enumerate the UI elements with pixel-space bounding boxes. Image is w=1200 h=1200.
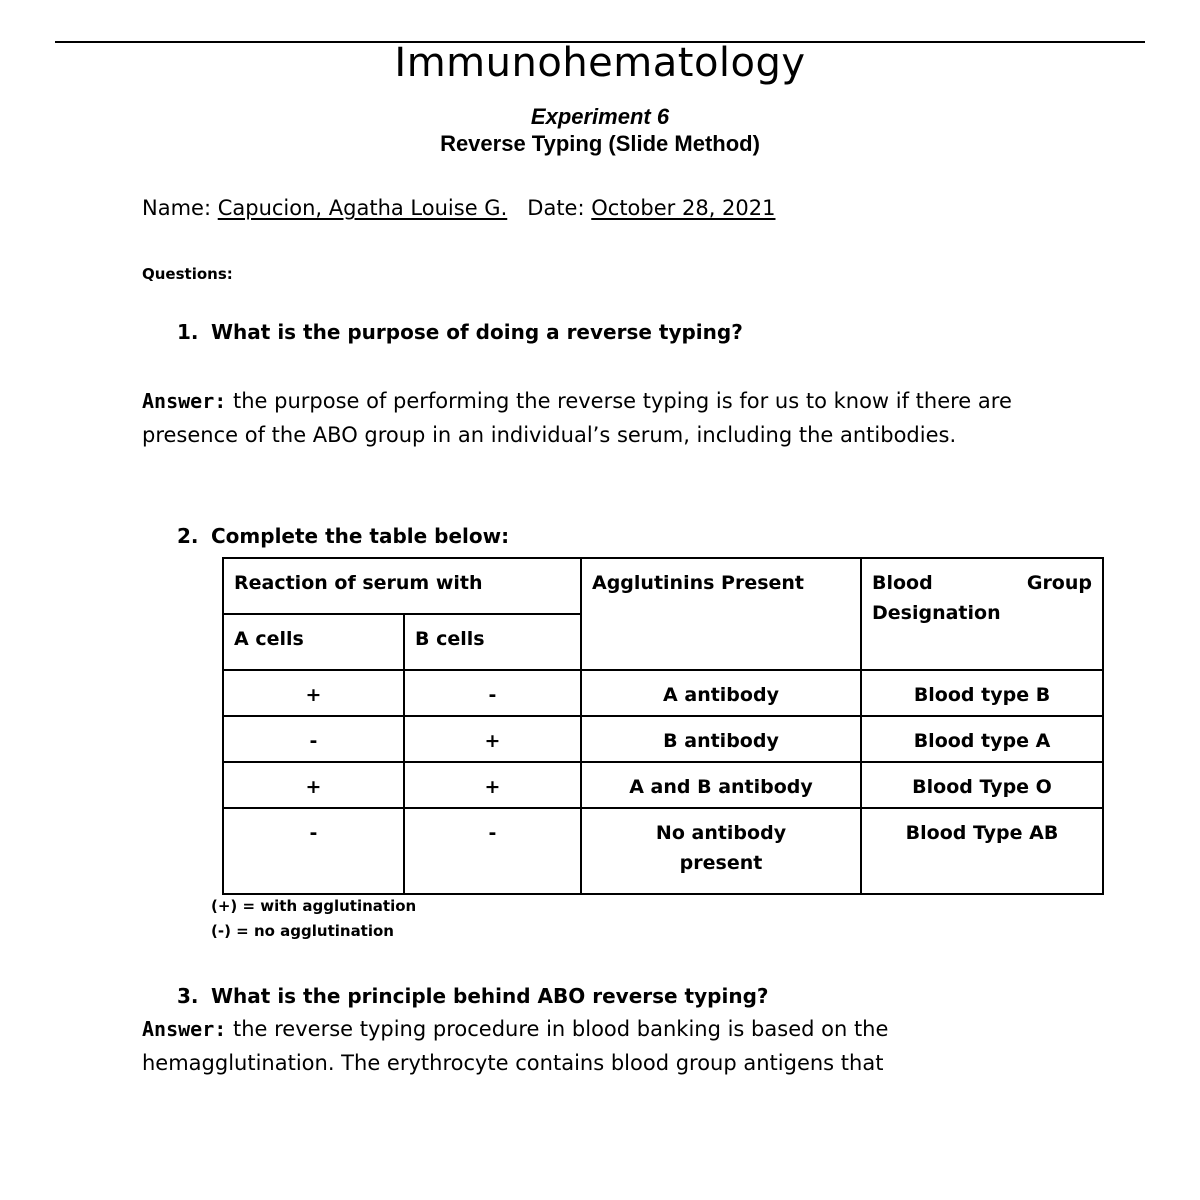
date-value: October 28, 2021 — [591, 196, 776, 220]
question-1-number: 1. — [177, 320, 199, 344]
b-cells-reaction: + — [404, 762, 581, 808]
header-blood-word: Blood — [872, 572, 933, 594]
answer-1-label: Answer: — [142, 389, 227, 413]
question-1 — [177, 320, 743, 344]
name-label: Name: — [142, 196, 212, 220]
blood-group-designation: Blood Type AB — [861, 808, 1103, 894]
agglutinins-present: B antibody — [581, 716, 861, 762]
header-agglutinins: Agglutinins Present — [581, 558, 861, 670]
header-blood-group — [861, 558, 1103, 670]
question-3 — [177, 984, 768, 1008]
reverse-typing-table — [222, 557, 1104, 895]
answer-3 — [142, 1012, 1062, 1080]
date-label: Date: — [527, 196, 585, 220]
b-cells-reaction: - — [404, 808, 581, 894]
blood-group-designation: Blood type A — [861, 716, 1103, 762]
question-2-text: Complete the table below: — [211, 524, 510, 548]
agglutinins-present: A antibody — [581, 670, 861, 716]
answer-3-label: Answer: — [142, 1017, 227, 1041]
legend-plus: (+) = with agglutination — [211, 897, 417, 915]
legend-minus: (-) = no agglutination — [211, 922, 394, 940]
a-cells-reaction: + — [223, 762, 404, 808]
a-cells-reaction: - — [223, 808, 404, 894]
b-cells-reaction: + — [404, 716, 581, 762]
answer-1-text: the purpose of performing the reverse typing is for us to know if there are presence of the ABO group in an individual’s serum, including the antibodies. — [142, 389, 1012, 447]
experiment-number: Experiment 6 — [530, 104, 670, 129]
header-a-cells: A cells — [223, 614, 404, 670]
name-value: Capucion, Agatha Louise G. — [217, 196, 508, 220]
question-2-number: 2. — [177, 524, 199, 548]
a-cells-reaction: + — [223, 670, 404, 716]
agglutinins-present: No antibody present — [581, 808, 861, 894]
blood-group-designation: Blood Type O — [861, 762, 1103, 808]
name-date-line — [142, 196, 775, 220]
answer-3-text: the reverse typing procedure in blood banking is based on the hemagglutination. The erythrocyte contains blood group antigens that — [142, 1017, 889, 1075]
table-row — [223, 808, 1103, 894]
table-row — [223, 670, 1103, 716]
header-group-word: Group — [1026, 572, 1092, 594]
header-b-cells: B cells — [404, 614, 581, 670]
blood-group-designation: Blood type B — [861, 670, 1103, 716]
question-2 — [177, 524, 509, 548]
agglutinins-present: A and B antibody — [581, 762, 861, 808]
answer-1 — [142, 384, 1062, 452]
questions-heading: Questions: — [142, 265, 233, 283]
table-row — [223, 762, 1103, 808]
header-reaction: Reaction of serum with — [223, 558, 581, 614]
question-1-text: What is the purpose of doing a reverse typing? — [211, 320, 743, 344]
b-cells-reaction: - — [404, 670, 581, 716]
question-3-number: 3. — [177, 984, 199, 1008]
experiment-subtitle: Reverse Typing (Slide Method) — [440, 131, 760, 156]
table-row — [223, 716, 1103, 762]
header-designation-word: Designation — [872, 602, 1001, 624]
a-cells-reaction: - — [223, 716, 404, 762]
document-title: Immunohematology — [394, 40, 806, 86]
question-3-text: What is the principle behind ABO reverse typing? — [211, 984, 769, 1008]
